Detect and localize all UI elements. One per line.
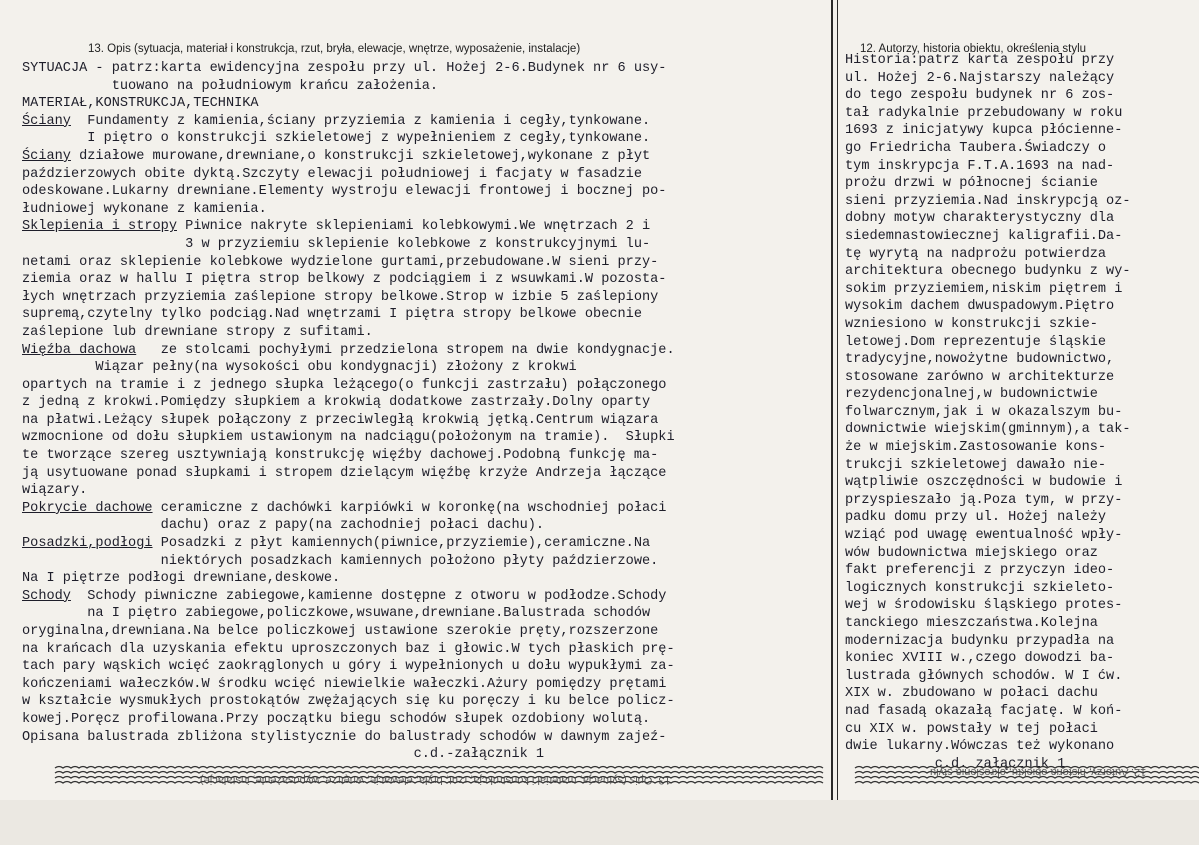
history-text	[845, 52, 1131, 773]
text-line: nad fasadą okazałą facjatę. W koń-	[845, 703, 1123, 719]
text-line: modernizacja budynku przypadła na	[845, 633, 1115, 649]
text-line: wziąć pod uwagę ewentualność wpły-	[845, 528, 1123, 544]
text-line: Schody Schody piwniczne zabiegowe,kamienne dostępne z otworu w podłodze.Schody	[22, 588, 667, 604]
text-line: prożu drzwi w północnej ścianie	[845, 176, 1098, 192]
text-line: wysokim dachem dwuspadowym.Piętro	[845, 299, 1115, 315]
text-line: wzmocnione od dołu słupkiem ustawionym na nadciągu(położonym na tramie). Słupki	[22, 430, 675, 446]
text-line: netami oraz sklepienie kolebkowe wydzielone gurtami,przebudowane.W sieni przy-	[22, 254, 659, 270]
text-line: tradycyjne,nowożytne budownictwo,	[845, 352, 1115, 368]
text-line: go Friedricha Taubera.Świadczy o	[845, 140, 1107, 156]
text-line: Sklepienia i stropy Piwnice nakryte sklepieniami kolebkowymi.We wnętrzach 2 i	[22, 219, 651, 235]
text-line: SYTUACJA - patrz:karta ewidencyjna zespołu przy ul. Hożej 2-6.Budynek nr 6 usy-	[22, 61, 667, 76]
text-line: zaślepione lub drewniane stropy z sufitami.	[22, 324, 373, 340]
text-line: przyspieszało ją.Poza tym, w przy-	[845, 492, 1123, 508]
text-line: wzniesiono w konstrukcji szkie-	[845, 316, 1098, 332]
text-line: do tego zespołu budynek nr 6 zos-	[845, 88, 1115, 104]
text-line: Więźba dachowa ze stolcami pochyłymi przedzielona stropem na dwie kondygnacje.	[22, 342, 675, 358]
text-line: I piętro o konstrukcji szkieletowej z wypełnieniem z cegły,tynkowane.	[22, 131, 651, 147]
text-line: tał radykalnie przebudowany w roku	[845, 105, 1123, 121]
text-line: oryginalna,drewniana.Na belce policzkowej ustawione szerokie pręty,rozszerzone	[22, 624, 659, 639]
text-line: tym inskrypcja F.T.A.1693 na nad-	[845, 158, 1115, 174]
right-column-header: 12. Autorzy, historia obiektu, określenia stylu	[860, 43, 1087, 55]
left-column-header: 13. Opis (sytuacja, materiał i konstrukcja, rzut, bryła, elewacje, wnętrze, wyposażenie, instalacje)	[88, 43, 581, 55]
text-line: downictwie wiejskim(gminnym),a tak-	[845, 422, 1131, 438]
text-line: c.d. załącznik 1	[845, 756, 1066, 772]
text-line: wów budownictwa miejskiego oraz	[845, 545, 1098, 561]
text-line: na I piętro zabiegowe,policzkowe,wsuwane,drewniane.Balustrada schodów	[22, 606, 651, 622]
text-line: cu XIX w. powstały w tej połaci	[845, 721, 1098, 737]
text-line: tuowano na południowym krańcu założenia.	[22, 78, 439, 94]
text-line: lustrada głównych schodów. W I ćw.	[845, 668, 1123, 684]
text-line: c.d.-załącznik 1	[22, 747, 545, 763]
text-line: że w miejskim.Zastosowanie kons-	[845, 440, 1107, 456]
text-line: Opisana balustrada zbliżona stylistycznie do balustrady schodów w dawnym zajeź-	[22, 729, 667, 745]
text-line: kowej.Poręcz profilowana.Przy początku biegu schodów słupek ozdobiony wolutą.	[22, 711, 651, 727]
text-line: tach pary wąskich wcięć zaokrąglonych u góry i wypełnionych u dołu wypukłymi za-	[22, 659, 675, 675]
text-line: na krańcach dla uzyskania efektu uproszczonych baz i głowic.W tych płaskich prę-	[22, 641, 675, 657]
card-bottom-edge	[0, 800, 1199, 845]
text-line: supremą,czytelny tylko podciąg.Nad wnętrzami I piętra stropy belkowe obecnie	[22, 307, 642, 323]
text-line: tę wyrytą na nadprożu potwierdza	[845, 246, 1107, 262]
text-line: wiązary.	[22, 483, 88, 499]
text-line: łudniowej wykonane z kamienia.	[22, 201, 267, 217]
text-line: Wiązar pełny(na wysokości obu kondygnacji) złożony z krokwi	[22, 360, 577, 376]
text-line: wej w środowisku śląskiego protes-	[845, 598, 1123, 614]
text-line: architektura obecnego budynku z wy-	[845, 264, 1131, 280]
text-line: dachu) oraz z papy(na zachodniej połaci dachu).	[22, 518, 545, 534]
text-line: Ściany działowe murowane,drewniane,o konstrukcji szkieletowej,wykonane z płyt	[22, 148, 651, 164]
text-line: niektórych posadzkach kamiennych położono płyty paździerzowe.	[22, 553, 659, 569]
text-line: Ściany Fundamenty z kamienia,ściany przyziemia z kamienia i cegły,tynkowane.	[22, 113, 651, 129]
text-line: stosowane zarówno w architekturze	[845, 369, 1115, 385]
text-line: 3 w przyziemiu sklepienie kolebkowe z konstrukcyjnymi lu-	[22, 236, 651, 252]
mirrored-right-header: 12. Autorzy, historia obiektu, określenia stylu	[930, 766, 1147, 778]
text-line: w kształcie wysmukłych prostokątów zwężających się ku poręczy i ku belce policz-	[22, 694, 675, 710]
column-divider	[831, 0, 833, 800]
text-line: kończeniami wałeczków.W środku wcięć niewielkie wałeczki.Ażury pomiędzy prętami	[22, 676, 667, 692]
text-line: ją usytuowane ponad słupkami i stropem dzielącym więźbę krzyże Andrzeja łączące	[22, 465, 667, 481]
text-line: na płatwi.Leżący słupek połączony z przeciwległą krokwią jętką.Centrum wiązara	[22, 412, 659, 428]
text-line: dwie lukarny.Wówczas też wykonano	[845, 739, 1115, 755]
text-line: padku domu przy ul. Hożej należy	[845, 510, 1107, 526]
description-text	[22, 60, 675, 764]
text-line: folwarcznym,jak i w okazalszym bu-	[845, 404, 1123, 420]
text-line: sokim przyziemiem,niskim piętrem i	[845, 281, 1123, 297]
text-line: fakt preferencji z przyczyn ideo-	[845, 563, 1115, 579]
text-line: trukcji szkieletowej dawało nie-	[845, 457, 1107, 473]
text-line: opartych na tramie i z jednego słupka leżącego(o funkcji zastrzału) połączonego	[22, 377, 667, 393]
text-line: łych wnętrzach przyziemia zaślepione stropy belkowe.Strop w izbie 5 zaślepiony	[22, 289, 659, 305]
text-line: ul. Hożej 2-6.Najstarszy należący	[845, 70, 1115, 86]
text-line: 1693 z inicjatywy kupca płócienne-	[845, 123, 1123, 139]
text-line: Posadzki,podłogi Posadzki z płyt kamiennych(piwnice,przyziemie),ceramiczne.Na	[22, 536, 651, 552]
text-line: tanckiego mieszczaństwa.Kolejna	[845, 616, 1098, 631]
text-line: z jedną z krokwi.Pomiędzy słupkiem a krokwią dodatkowe zastrzały.Dolny oparty	[22, 395, 651, 411]
text-line: koniec XVIII w.,czego dowodzi ba-	[845, 651, 1115, 667]
text-line: Historia:patrz karta zespołu przy	[845, 53, 1115, 68]
text-line: siedemnastowiecznej kaligrafii.Da-	[845, 228, 1123, 244]
text-line: letowej.Dom reprezentuje śląskie	[845, 334, 1107, 350]
text-line: Pokrycie dachowe ceramiczne z dachówki karpiówki w koronkę(na wschodniej połaci	[22, 500, 667, 516]
text-line: XIX w. zbudowano w połaci dachu	[845, 686, 1098, 702]
text-line: odeskowane.Lukarny drewniane.Elementy wystroju elewacji frontowej i bocznej po-	[22, 184, 667, 200]
text-line: wątpliwie oszczędności w budowie i	[845, 475, 1123, 491]
text-line: sieni przyziemia.Nad inskrypcją oz-	[845, 193, 1131, 209]
column-divider-thin	[837, 0, 838, 800]
text-line: Na I piętrze podłogi drewniane,deskowe.	[22, 571, 341, 587]
mirrored-left-header: 13. Opis (sytuacja, materiał i konstrukcja, rzut, bryła, elewacje, wnętrze, wyposażenie, instalacje)	[200, 774, 671, 786]
text-line: ziemia oraz w hallu I piętra strop belkowy z podciągiem i z wsuwkami.W pozosta-	[22, 272, 667, 288]
text-line: logicznych konstrukcji szkieleto-	[845, 580, 1115, 596]
text-line: dobny motyw charakterystyczny dla	[845, 211, 1115, 227]
text-line: paździerzowych obite dyktą.Szczyty elewacji południowej i facjaty w fasadzie	[22, 166, 642, 182]
text-line: MATERIAŁ,KONSTRUKCJA,TECHNIKA	[22, 96, 259, 112]
text-line: te tworzące szereg usztywniają konstrukcję więźby dachowej.Podobną funkcję ma-	[22, 448, 659, 464]
text-line: rezydencjonalnej,w budownictwie	[845, 387, 1098, 403]
